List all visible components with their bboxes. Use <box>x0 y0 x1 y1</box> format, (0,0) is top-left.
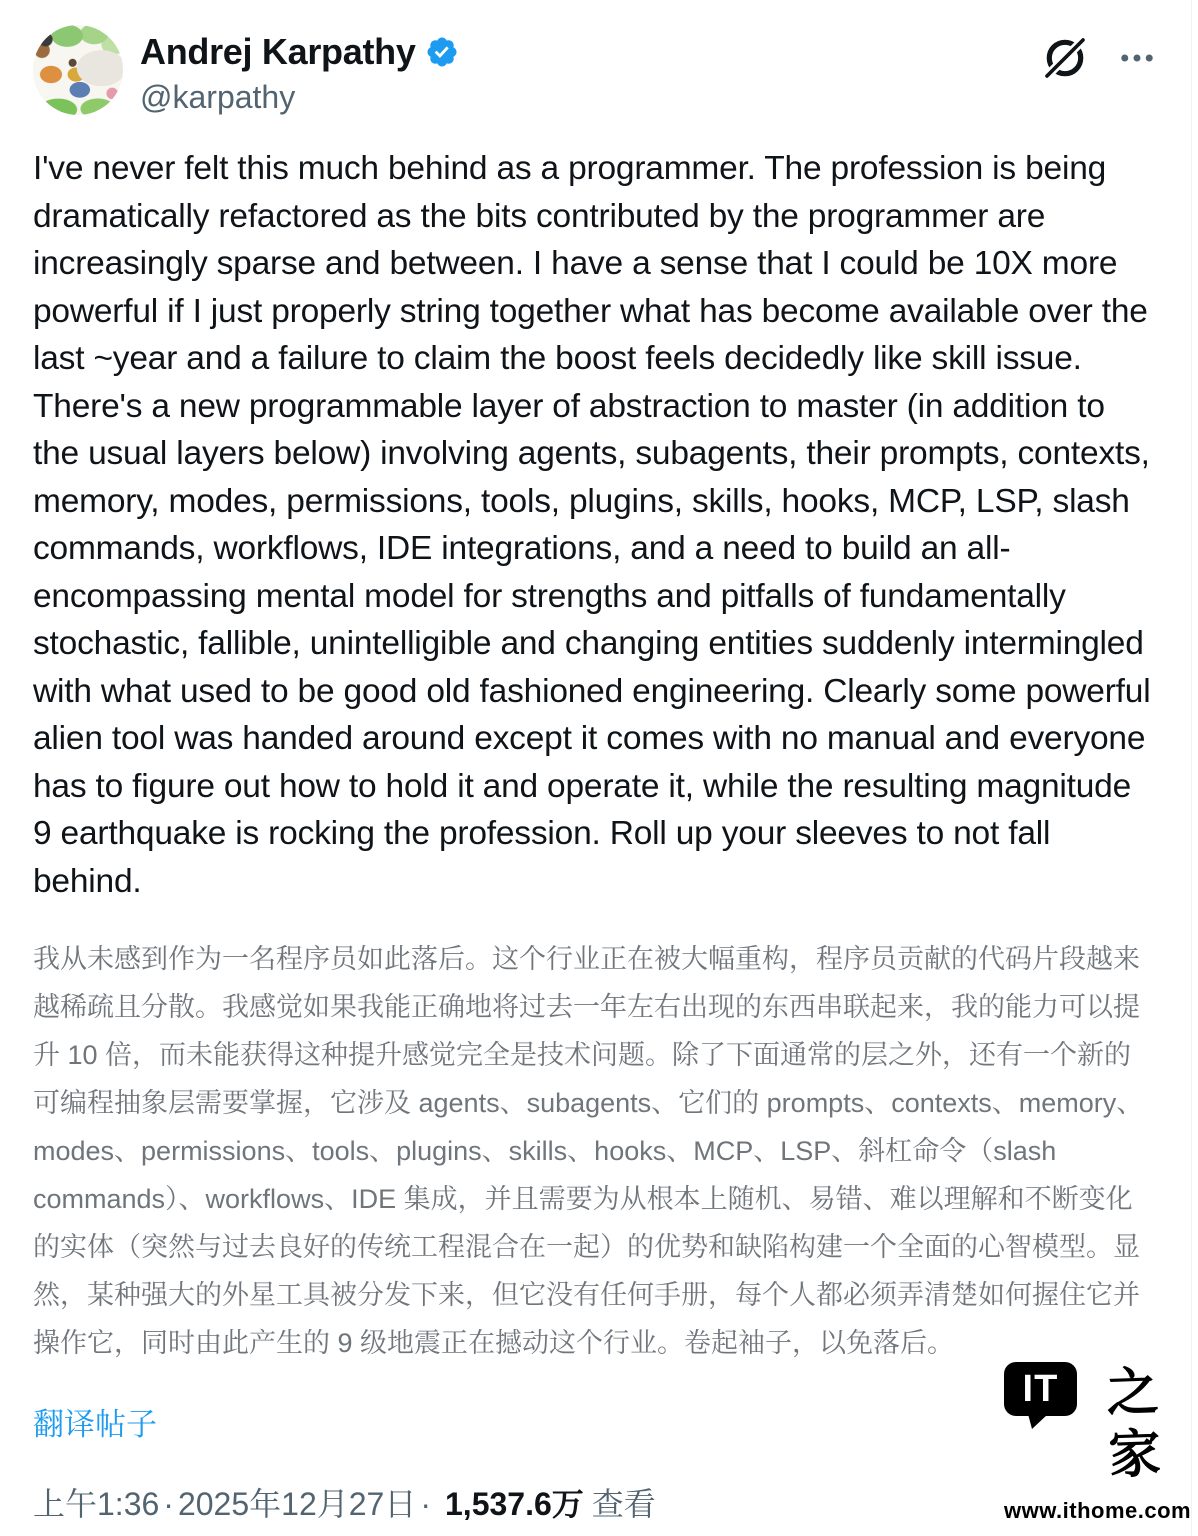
ithome-zhijia-text: 之家 <box>1105 1362 1162 1486</box>
display-name[interactable]: Andrej Karpathy <box>140 31 416 72</box>
tweet-header <box>33 25 1158 117</box>
avatar[interactable] <box>33 25 123 115</box>
views-label: 查看 <box>591 1486 656 1522</box>
grok-icon <box>1042 69 1088 84</box>
ithome-it-text: IT <box>1022 1367 1059 1410</box>
ithome-url: www.ithome.com <box>1004 1498 1192 1523</box>
more-button[interactable] <box>1116 37 1158 79</box>
tweet-text-translation: 我从未感到作为一名程序员如此落后。这个行业正在被大幅重构，程序员贡献的代码片段越来越稀疏且分散。我感觉如果我能正确地将过去一年左右出现的东西串联起来，我的能力可以提升 10 倍，而未能获得这种提升感觉完全是技术问题。除了下面通常的层之外，还有一个新的可编程抽象层需要掌握，它涉及 agents、subagents、它们的 prompts、contexts、memory、modes、permissions、tools、plugins、skills、hooks、MCP、LSP、斜杠命令（slash commands）、workflows、IDE 集成，并且需要为从根本上随机、易错、难以理解和不断变化的实体（突然与过去良好的传统工程混合在一起）的优势和缺陷构建一个全面的心智模型。显然，某种强大的外星工具被分发下来，但它没有任何手册，每个人都必须弄清楚如何握住它并操作它，同时由此产生的 9 级地震正在撼动这个行业。卷起袖子，以免落后。 <box>33 944 1144 1358</box>
ithome-logo-icon <box>1004 1362 1182 1486</box>
author-names <box>140 25 459 117</box>
user-handle: @karpathy <box>140 79 296 115</box>
verified-badge-icon <box>425 35 459 69</box>
separator-dot: · <box>163 1486 174 1522</box>
grok-button[interactable] <box>1042 35 1088 81</box>
views-count: 1,537.6万 <box>445 1486 584 1522</box>
translate-post-link[interactable]: 翻译帖子 <box>33 1407 157 1442</box>
timestamp-time: 上午1:36 <box>33 1486 160 1522</box>
ithome-it-bubble-icon <box>1004 1362 1077 1416</box>
header-actions <box>1042 25 1158 81</box>
column-divider <box>1191 0 1192 1536</box>
timestamp-views-row[interactable] <box>33 1485 1158 1523</box>
tweet-text-english: I've never felt this much behind as a programmer. The profession is being dramatically refactored as the bits contributed by the programmer are increasingly sparse and between. I have a sense that I could be 10X more powerful if I just properly string together what has become available over the last ~year and a failure to claim the boost feels decidedly like skill issue. There's a new programmable layer of abstraction to master (in addition to the usual layers below) involving agents, subagents, their prompts, contexts, memory, modes, permissions, tools, plugins, skills, hooks, MCP, LSP, slash commands, workflows, IDE integrations, and a need to build an all-encompassing mental model for strengths and pitfalls of fundamentally stochastic, fallible, unintelligible and changing entities suddenly intermingled with what used to be good old fashioned engineering. Clearly some powerful alien tool was handed around except it comes with no manual and everyone has to figure out how to hold it and operate it, while the resulting magnitude 9 earthquake is rocking the profession. Roll up your sleeves to not fall behind. <box>33 150 1151 900</box>
timestamp-date: 2025年12月27日 <box>177 1486 417 1522</box>
separator-dot: · <box>420 1486 431 1522</box>
ithome-watermark <box>1004 1362 1192 1524</box>
more-icon <box>1116 67 1158 82</box>
